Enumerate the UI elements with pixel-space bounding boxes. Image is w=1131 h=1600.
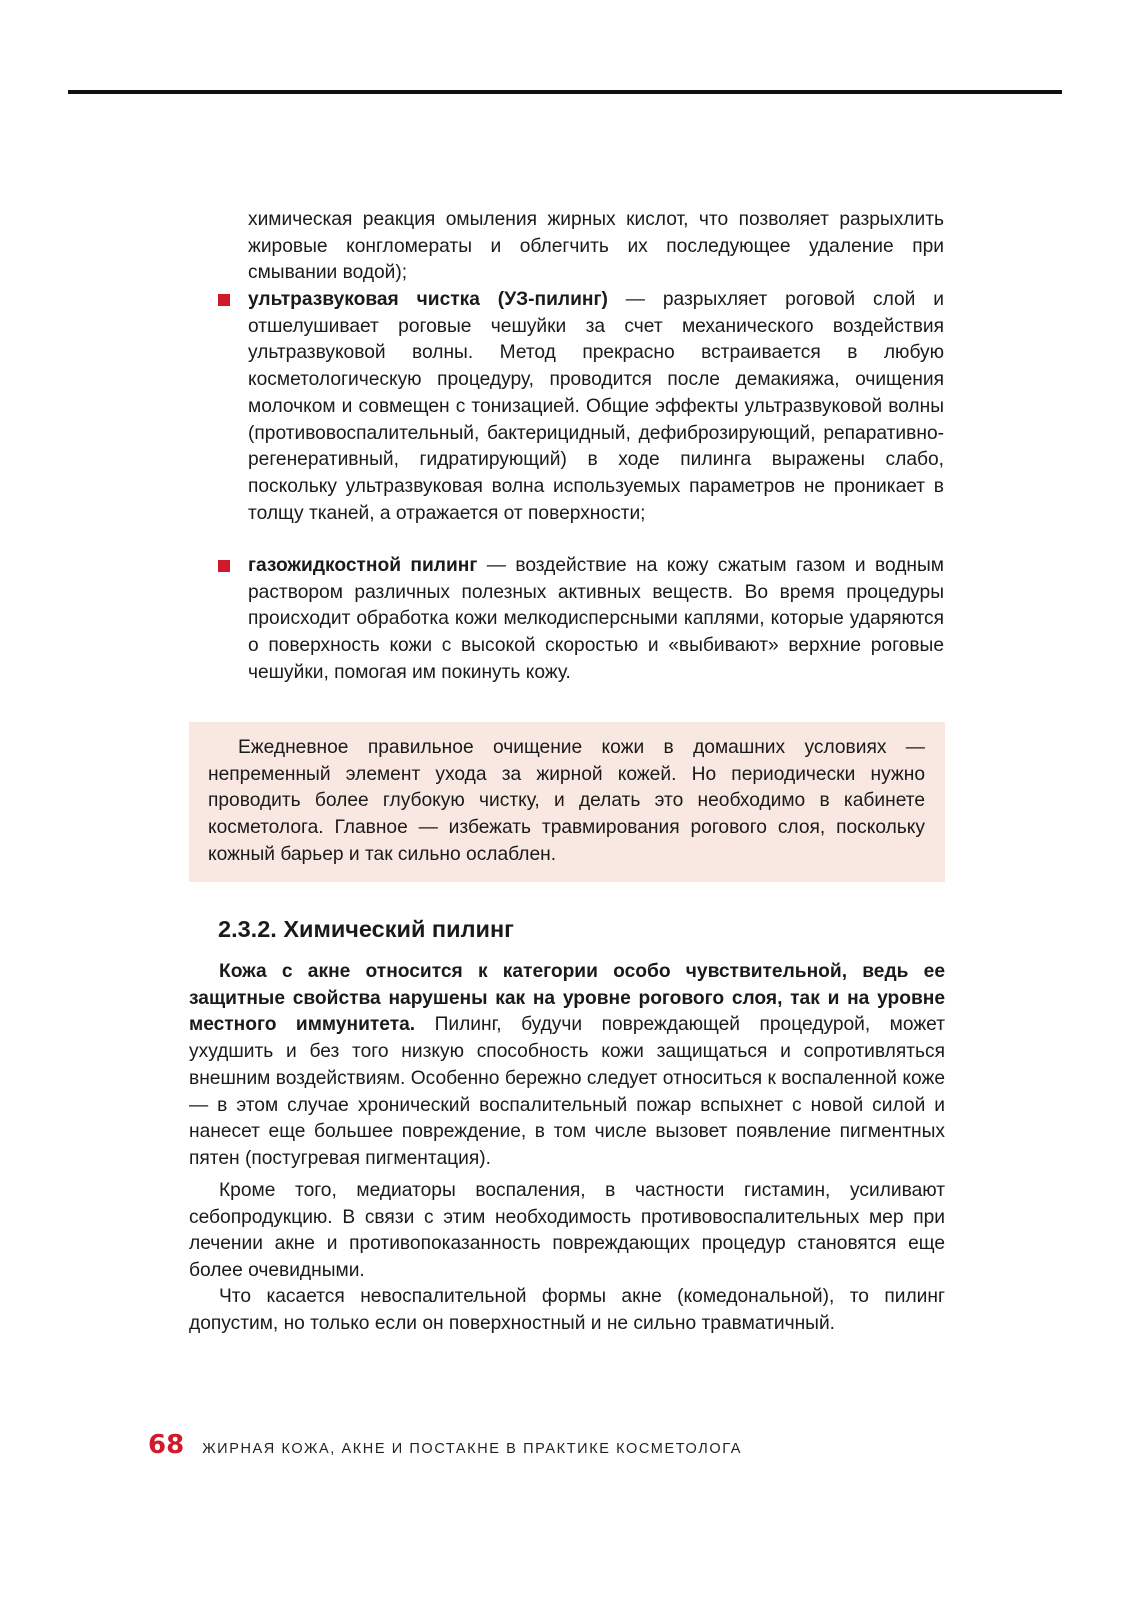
- continuation-paragraph: химическая реакция омыления жирных кислот, что позволяет разрыхлить жировые конгломераты и облегчить их последующее удаление при смывании водой);: [248, 209, 944, 284]
- body-paragraph: Кроме того, медиаторы воспаления, в частности гистамин, усиливают себопродукцию. В связи с этим необходимость противовоспалительных мер при лечении акне и противопоказанность повреждающих процедур становятся еще более очевидными.: [189, 1180, 945, 1282]
- bullet-term: ультразвуковая чистка (УЗ-пилинг): [248, 289, 608, 310]
- running-title: ЖИРНАЯ КОЖА, АКНЕ И ПОСТАКНЕ В ПРАКТИКЕ КОСМЕТОЛОГА: [202, 1441, 743, 1457]
- paragraph-text: Пилинг, будучи повреждающей процедурой, может ухудшить и без того низкую способность кожи защищаться и сопротивляться внешним воздействиям. Особенно бережно следует относиться к воспаленной коже — в этом случае хронический воспалительный пожар вспыхнет с новой силой и нанесет еще большее повреждение, в том числе вызовет появление пигментных пятен (постугревая пигментация).: [189, 1014, 945, 1169]
- bullet-item-ultrasonic: [248, 287, 944, 527]
- page-number: 68: [148, 1430, 185, 1460]
- bullet-square-icon: [218, 560, 230, 572]
- bullet-term: газожидкостной пилинг: [248, 555, 478, 576]
- bullet-text: — разрыхляет роговой слой и отшелушивает роговые чешуйки за счет механического воздействия ультразвуковой волны. Метод прекрасно встраивается в любую косметологическую процедуру, проводится после демакияжа, очищения молочком и совмещен с тонизацией. Общие эффекты ультразвуковой волны (противовоспалительный, бактерицидный, дефиброзирующий, репаративно-регенеративный, гидратирующий) в ходе пилинга выражены слабо, поскольку ультразвуковая волна используемых параметров не проникает в толщу тканей, а отражается от поверхности;: [248, 289, 944, 524]
- note-box: [189, 722, 945, 882]
- body-paragraph: [189, 959, 945, 1173]
- bullet-square-icon: [218, 294, 230, 306]
- lead-sentence: Кожа с акне относится к категории особо чувствительной, ведь ее защитные свойства нарушены как на уровне рогового слоя, так и на уровне местного иммунитета.: [189, 961, 945, 1036]
- header-rule: [68, 90, 1062, 94]
- body-paragraph: Что касается невоспалительной формы акне (комедональной), то пилинг допустим, но только если он поверхностный и не сильно травматичный.: [189, 1286, 945, 1334]
- bullet-item-gas-liquid: [248, 553, 944, 687]
- section-heading: 2.3.2. Химический пилинг: [218, 916, 514, 942]
- bullet-text: — воздействие на кожу сжатым газом и водным раствором различных полезных активных веществ. Во время процедуры происходит обработка кожи мелкодисперсными каплями, которые ударяются о поверхность кожи с высокой скоростью и «выбивают» верхние роговые чешуйки, помогая им покинуть кожу.: [248, 555, 944, 683]
- page-footer: [148, 1430, 742, 1460]
- note-text: Ежедневное правильное очищение кожи в домашних условиях — непременный элемент ухода за жирной кожей. Но периодически нужно проводить более глубокую чистку, и делать это необходимо в кабинете косметолога. Главное — избежать травмирования рогового слоя, поскольку кожный барьер и так сильно ослаблен.: [208, 737, 925, 865]
